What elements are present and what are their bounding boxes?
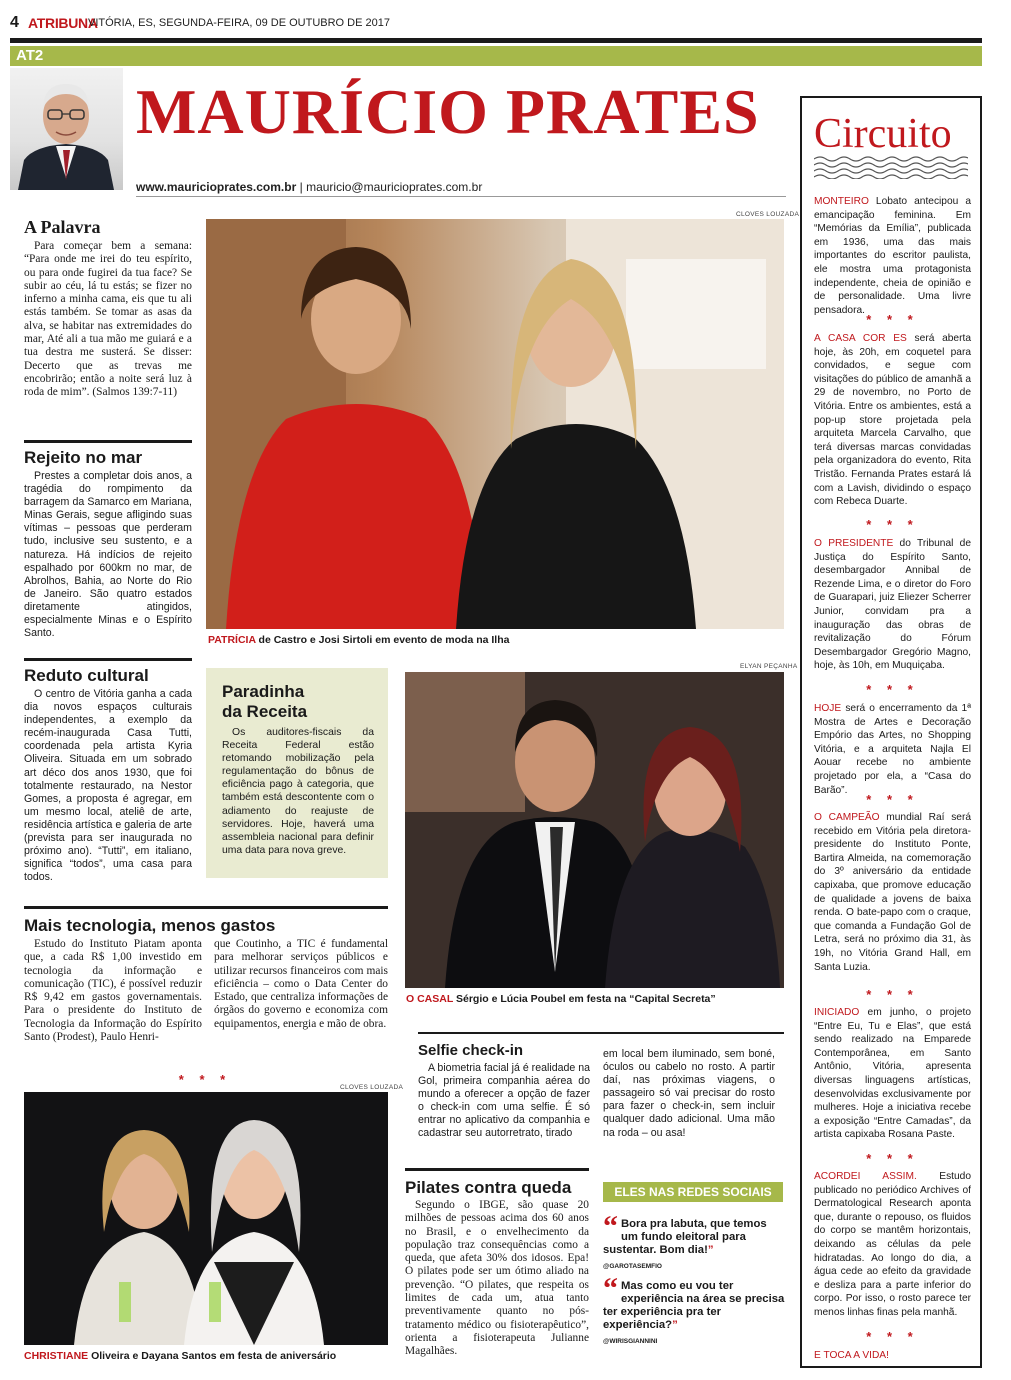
section-bar bbox=[10, 46, 982, 66]
quote-open-icon: “ bbox=[603, 1272, 618, 1305]
circuito-item-lead: E TOCA A VIDA! bbox=[814, 1350, 889, 1361]
circuito-stars: * * * bbox=[866, 1329, 919, 1344]
circuito-item-3 bbox=[814, 537, 971, 673]
circuito-title: Circuito bbox=[814, 111, 952, 157]
quote-open-icon: “ bbox=[603, 1210, 618, 1243]
circuito-item-text: será aberta hoje, às 20h, em coquetel para convidados, e segue com visitações do público de amanhã a 29 de novembro, no Porto de Vitória. Entre os ambientes, está a pop-up store projetada pela arquiteta Marcela Carvalho, que terá diversas marcas convidadas pela organizadora do evento, Rita Tristão. Fernanda Prates estará lá com a Lavish, dividindo o espaço com Rebeca Duarte. bbox=[814, 333, 971, 508]
circuito-item-lead: INICIADO bbox=[814, 1007, 860, 1018]
rejeito-body: Prestes a completar dois anos, a tragédia do rompimento da barragem da Samarco em Mariana, Minas Gerais, segue afligindo suas vítimas – pessoas que perderam tudo, inclusive seu sustento, e a natureza. Há indícios de rejeito espalhado por 600km no mar, de Abrolhos, Bahia, ao Norte do Rio de Janeiro. São quatro estados diretamente atingidos, especialmente Minas e o Espírito Santo. bbox=[24, 470, 192, 640]
tecnologia-stars: * * * bbox=[178, 1072, 232, 1087]
top-rule bbox=[10, 38, 982, 43]
photo1-image bbox=[206, 219, 784, 629]
tecnologia-rule bbox=[24, 906, 388, 909]
pilates-rule bbox=[405, 1168, 589, 1171]
circuito-stars: * * * bbox=[866, 792, 919, 807]
tweet-2 bbox=[603, 1272, 785, 1348]
columnist-portrait bbox=[10, 68, 123, 190]
receita-title-1: Paradinha bbox=[222, 682, 305, 701]
circuito-item-6 bbox=[814, 1006, 971, 1142]
section-label: AT2 bbox=[16, 47, 44, 64]
circuito-item-lead: O CAMPEÃO bbox=[814, 812, 880, 823]
photo1-caption-lead: PATRÍCIA bbox=[208, 634, 256, 646]
tweet-1 bbox=[603, 1210, 785, 1273]
photo2-caption-lead: O CASAL bbox=[406, 993, 454, 1005]
photo3-caption bbox=[24, 1350, 336, 1362]
circuito-item-text: Lobato antecipou a emancipação feminina. Em “Memórias da Emília”, publicada em 1936, uma das mais importantes do escritor paulista, ele mostra uma protagonista independente, cheia de opinião e de personalidade. Uma livre pensadora. bbox=[814, 196, 971, 316]
quote-close-icon: ” bbox=[672, 1319, 678, 1331]
photo2-caption-rest: Sérgio e Lúcia Poubel em festa na “Capital Secreta” bbox=[453, 993, 716, 1005]
pilates-title: Pilates contra queda bbox=[405, 1178, 572, 1197]
reduto-section bbox=[24, 666, 192, 884]
reduto-rule bbox=[24, 658, 192, 661]
circuito-item-2 bbox=[814, 332, 971, 509]
tweet-1-handle: @GAROTASEMFIO bbox=[603, 1263, 662, 1270]
reduto-body: O centro de Vitória ganha a cada dia novos espaços culturais independentes, a exemplo da recém-inaugurada Casa Tutti, coordenada pela artista Kyria Oliveira. Situada em um sobrado art déco dos anos 1930, que foi totalmente restaurado, na Nestor Gomes, a proposta é agregar, em um mesmo local, ateliê de arte, residência artística e galeria de arte (prevista para ser inaugurada no próximo ano). “Tutti”, em italiano, significa “todos”, uma casa para todos. bbox=[24, 688, 192, 884]
column-title: MAURÍCIO PRATES bbox=[136, 76, 760, 147]
newspaper-brand: ATRIBUNA bbox=[28, 15, 98, 31]
photo1-credit: CLOVES LOUZADA bbox=[736, 211, 800, 218]
palavra-title: A Palavra bbox=[24, 217, 101, 237]
pilates-body: Segundo o IBGE, são quase 20 milhões de pessoas acima dos 60 anos no Brasil, e o envelhecimento da população traz consequências como a queda, que afeta 30% dos idosos. Epa! O pilates pode ser um ótimo aliado na prevenção. “O pilates, que respeita os limites de cada um, atua tanto preventivamente quanto no pós-tratamento médico ou fisioterapêutico”, orienta a fisioterapeuta Julianne Magalhães. bbox=[405, 1199, 589, 1358]
circuito-item-text: mundial Raí será recebido em Vitória pela diretora-presidente do Instituto Ponte, Bartira Almeida, na comemoração do 3º aniversário da entidade capixaba, que promove educação de qualidade a jovens de baixa renda. O bate-papo com o craque, que comanda a Fundação Gol de Letra, será no próximo dia 31, às 19h, no Vitória Grand Hall, em Santa Luzia. bbox=[814, 812, 972, 973]
circuito-item-text: será o encerramento da 1ª Mostra de Artes e Decoração Empório das Artes, no Shopping Vitória, e a arquiteta Najla El Aouar recebe no ambiente projetado por ela, a “Casa do Barão”. bbox=[814, 703, 971, 796]
selfie-body-col2: em local bem iluminado, sem boné, óculos ou cabelo no rosto. A partir daí, nas próximas viagens, o passageiro só vai precisar do rosto para fazer o check-in, sem incluir qualquer dado adicional. Uma mão na roda – ou asa! bbox=[603, 1048, 775, 1139]
dateline: VITÓRIA, ES, SEGUNDA-FEIRA, 09 DE OUTUBRO DE 2017 bbox=[88, 17, 390, 29]
quote-close-icon: ” bbox=[707, 1244, 714, 1256]
reduto-title: Reduto cultural bbox=[24, 666, 149, 685]
receita-title-2: da Receita bbox=[222, 702, 308, 721]
photo3-caption-rest: Oliveira e Dayana Santos em festa de aniversário bbox=[88, 1350, 337, 1362]
photo1-caption-rest: de Castro e Josi Sirtoli em evento de moda na Ilha bbox=[255, 634, 510, 646]
circuito-stars: * * * bbox=[866, 517, 919, 532]
photo2-image bbox=[405, 672, 784, 988]
page-number: 4 bbox=[10, 14, 19, 31]
circuito-item-1 bbox=[814, 195, 971, 317]
circuito-item-4 bbox=[814, 702, 971, 797]
contact-divider: | bbox=[299, 180, 303, 194]
circuito-item-lead: A CASA COR ES bbox=[814, 333, 907, 344]
circuito-item-5 bbox=[814, 811, 971, 974]
column-contacts bbox=[136, 180, 482, 194]
tecnologia-body-col2: que Coutinho, a TIC é fundamental para melhorar serviços públicos e utilizar recursos financeiros com mais eficiência – como o Data Center do Estado, que centraliza informações de órgãos do governo e economiza com equipamentos, energia e mão de obra. bbox=[214, 938, 388, 1030]
tweet-2-text: Mas como eu vou ter experiência na área se precisa ter experiência pra ter experiência? bbox=[603, 1280, 785, 1331]
circuito-stars: * * * bbox=[866, 312, 919, 327]
photo1-illustration bbox=[206, 219, 784, 629]
circuito-item-text: em junho, o projeto “Entre Eu, Tu e Elas”, que está sendo realizado na Emparede Contemporânea, em Santo Antônio, Vitória, apresenta diversas linguagens artísticas, desenvolvidas exclusivamente por mulheres. Hoje a iniciativa recebe a exposição “Entre Camadas”, da artista capixaba Rosana Paste. bbox=[814, 1007, 971, 1141]
tweet-2-handle: @WIRISGIANNINI bbox=[603, 1338, 658, 1345]
email-link[interactable]: mauricio@mauricioprates.com.br bbox=[306, 180, 483, 194]
photo2-credit: ELYAN PEÇANHA bbox=[740, 663, 798, 670]
selfie-body-col1: A biometria facial já é realidade na Gol, primeira companhia aérea do mundo a oferecer a opção de fazer o check-in com uma selfie. É só entrar no aplicativo da companhia e cadastrar seu autorretrato, tirado bbox=[418, 1062, 590, 1140]
tweet-1-text: Bora pra labuta, que temos um fundo eleitoral para sustentar. Bom dia! bbox=[603, 1218, 767, 1256]
circuito-item-lead: MONTEIRO bbox=[814, 196, 869, 207]
circuito-item-text: Estudo publicado no periódico Archives of Dermatological Research aponta que, durante o repouso, os fluidos do corpo se mantêm horizontais, deixando as células da pele hidratadas. Ao longo do dia, a água cede ao efeito da gravidade e desliza para a parte inferior do corpo. Por isso, o rosto parece ter menos linhas finas pela manhã. bbox=[814, 1171, 971, 1318]
rejeito-section bbox=[24, 448, 192, 640]
selfie-rule bbox=[418, 1032, 784, 1034]
circuito-item-8 bbox=[814, 1349, 971, 1363]
header-rule bbox=[136, 196, 786, 197]
photo1-caption bbox=[208, 634, 509, 646]
wave-decoration-icon bbox=[814, 155, 968, 179]
circuito-item-lead: ACORDEI ASSIM. bbox=[814, 1171, 917, 1182]
circuito-item-text: do Tribunal de Justiça do Espírito Santo, desembargador Annibal de Rezende Lima, e o diretor do Foro de Guarapari, juiz Eliezer Scherrer Junior, convidam pra a inauguração das obras de revitalização do Fórum Desembargador Gregório Magno, hoje, às 10h, em Muquiçaba. bbox=[814, 538, 971, 672]
rejeito-rule bbox=[24, 440, 192, 443]
photo3-illustration bbox=[24, 1092, 388, 1345]
selfie-title: Selfie check-in bbox=[418, 1042, 524, 1059]
receita-body: Os auditores-fiscais da Receita Federal estão retomando mobilização pela regulamentação do bônus de eficiência pago à categoria, que também está descontente com o adiamento do reajuste de servidores. Hoje, haverá uma assembleia nacional para definir uma data para nova greve. bbox=[222, 727, 374, 856]
palavra-body: Para começar bem a semana: “Para onde me irei do teu espírito, ou para onde fugirei da tua face? Se subir ao céu, lá tu estás; se fizer no inferno a minha cama, eis que tu ali estás também. Se tomar as asas da alva, se habitar nas extremidades do mar, Até ali a tua mão me guiará e a tua destra me susterá. Se disser: Decerto que as trevas me encobrirão; então a noite será luz à roda de mim”. (Salmos 139:7-11) bbox=[24, 240, 192, 399]
circuito-stars: * * * bbox=[866, 1151, 919, 1166]
photo2-illustration bbox=[405, 672, 784, 988]
circuito-item-lead: O PRESIDENTE bbox=[814, 538, 894, 549]
photo3-caption-lead: CHRISTIANE bbox=[24, 1350, 89, 1362]
website-link[interactable]: www.mauricioprates.com.br bbox=[136, 180, 297, 194]
photo2-caption bbox=[406, 993, 716, 1005]
palavra-section bbox=[24, 217, 192, 400]
tecnologia-title: Mais tecnologia, menos gastos bbox=[24, 916, 276, 935]
receita-section bbox=[222, 682, 374, 857]
circuito-stars: * * * bbox=[866, 987, 919, 1002]
tecnologia-body-col1: Estudo do Instituto Piatam aponta que, a cada R$ 1,00 investido em tecnologia da informação e comunicação (TIC), é possível reduzir R$ 9,42 em gastos governamentais. Para o presidente do Instituto de Tecnologia da Informação do Espírito Santo (Prodest), Paulo Henri- bbox=[24, 938, 202, 1044]
rejeito-title: Rejeito no mar bbox=[24, 448, 143, 467]
circuito-item-7 bbox=[814, 1170, 971, 1320]
photo3-credit: CLOVES LOUZADA bbox=[340, 1084, 404, 1091]
redes-title: ELES NAS REDES SOCIAIS bbox=[603, 1182, 783, 1202]
circuito-stars: * * * bbox=[866, 682, 919, 697]
columnist-portrait-illustration bbox=[10, 68, 123, 190]
circuito-item-lead: HOJE bbox=[814, 703, 842, 714]
photo3-image bbox=[24, 1092, 388, 1345]
